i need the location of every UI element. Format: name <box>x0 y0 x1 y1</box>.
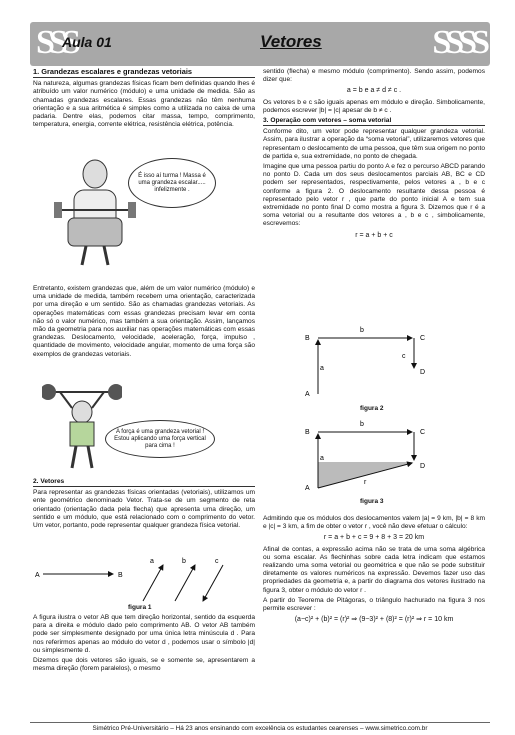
paragraph-vector-definition: Para representar as grandezas físicas orientadas (vetoriais), utilizamos um ente geométrico denominado Vetor. Trata-se de um segmento de reta orientado (orientação dada pela flecha) que apresenta uma direção, um sentido e um módulo, que está relacionado com o comprimento do vetor. Um vetor, portanto, pode representar qualquer grandeza física vetorial. <box>33 489 255 530</box>
svg-text:D: D <box>420 463 426 470</box>
svg-text:a: a <box>320 455 324 462</box>
speech-bubble-1: É isso aí turma ! Massa é uma grandeza escalar..... infelizmente . <box>128 158 216 208</box>
left-column-3 <box>33 476 255 532</box>
equation-equality: a = b e a ≠ d ≠ c . <box>346 87 402 95</box>
vector-c-label: c <box>215 558 219 565</box>
paragraph-modules: Admitindo que os módulos dos deslocamentos valem |a| = 9 km, |b| = 8 km e |c| = 3 km, a fim de obter o vetor r , você não deve efetuar o cálculo: <box>263 515 485 531</box>
svg-text:r: r <box>364 479 367 486</box>
svg-text:C: C <box>420 335 426 342</box>
page-title: Vetores <box>260 32 322 51</box>
paragraph-operations: Conforme dito, um vetor pode representar qualquer grandeza vetorial. Assim, para ilustrar a operação da “soma vetorial”, utilizaremos vetores que representam o deslocamento de uma pessoa, que têm sua origem no ponto de partida e, sua extremidade, no ponto de chegada. <box>263 128 485 160</box>
paragraph-pythagoras: A partir do Teorema de Pitágoras, o triângulo hachurado na figura 3 nos permite escrever : <box>263 596 485 613</box>
equation-sum: r = a + b + c <box>355 231 393 239</box>
section-3-title: 3. Operação com vetores – soma vetorial <box>263 117 485 126</box>
right-column-2 <box>263 515 485 627</box>
figure-2-caption: figura 2 <box>360 405 384 412</box>
paragraph-path-abcd: Imagine que uma pessoa partiu do ponto A e fez o percurso ABCD parando no ponto D. Cada um dos seus deslocamentos parciais AB, BC e CD podem ser representados, respectivamente, pelos vetores a , b e c conforme a figura 2. O deslocamento resultante dessa pessoa é representado pelo vetor r , que parte do ponto inicial A e tem sua extremidade no ponto final D como mostra a figura 3. Dizemos que r é a soma vetorial ou a resultante dos vetores a , b e c , simbolicamente, escrevemos: <box>263 163 485 228</box>
paragraph-scalar: Na natureza, algumas grandezas físicas ficam bem definidas quando lhes é atribuído um valor numérico (módulo) e uma unidade de medida. São as chamadas grandezas escalares. Essas grandezas não têm nenhuma orientação e a sua aritmética é simples como a utilizada no caixa de uma padaria. Dentre elas, podemos citar massa, tempo, comprimento, temperatura, energia, corrente elétrica, resistência elétrica, potência. <box>33 80 255 129</box>
section-1-title: 1. Grandezas escalares e grandezas vetoriais <box>33 68 255 78</box>
vector-c-arrow <box>203 565 223 601</box>
section-2-title: 2. Vetores <box>33 478 255 487</box>
equation-pythagoras: (a−c)² + (b)² = (r)² ⇒ (9−3)² + (8)² = (r)² ⇒ r = 10 km <box>294 616 454 624</box>
figure-2 <box>300 318 430 403</box>
svg-text:A: A <box>305 485 310 492</box>
page-footer: Simétrico Pré-Universitário – Há 23 anos ensinando com excelência os estudantes cearenses – www.simetrico.com.br <box>30 722 490 732</box>
svg-text:D: D <box>420 369 426 376</box>
cartoon-weightlifter-2 <box>42 378 122 473</box>
page-header <box>30 22 490 66</box>
paragraph-bc-equal: Os vetores b e c são iguais apenas em módulo e direção. Simbolicamente, podemos escrever |b| = |c| apesar de b ≠ c . <box>263 98 485 114</box>
speech-bubble-2: A força é uma grandeza vetorial ! Estou aplicando uma força vertical para cima ! <box>105 420 215 458</box>
point-a-label: A <box>35 572 40 579</box>
svg-text:B: B <box>305 429 310 436</box>
left-column <box>33 68 255 131</box>
left-column-4 <box>33 614 255 675</box>
vector-a-label: a <box>150 558 154 565</box>
equation-wrong-sum: r = a + b + c = 9 + 8 + 3 = 20 km <box>323 534 425 542</box>
paragraph-vector-quantities: Entretanto, existem grandezas que, além de um valor numérico (módulo) e uma unidade de medida, também recebem uma orientação, caracterizada por uma direção e um sentido. São as chamadas grandezas vetoriais. As operações matemáticas com essas grandezas precisam levar em conta não só o valor numérico, mas também a sua orientação. Assim, lançamos mão da geometria para nos auxiliar nas operações matemáticas com essas grandezas. Deslocamento, velocidade, aceleração, força, impulso , quantidade de movimento, velocidade angular, momento de uma força são exemplos de grandezas vetoriais. <box>33 285 255 358</box>
figure-3-caption: figura 3 <box>360 498 384 505</box>
paragraph-equal-vectors: Dizemos que dois vetores são iguais, se e somente se, apresentarem a mesma direção (forem paralelos), o mesmo <box>33 657 255 673</box>
right-column <box>263 68 485 243</box>
paragraph-sentido: sentido (flecha) e mesmo módulo (comprimento). Sendo assim, podemos dizer que: <box>263 68 485 84</box>
cartoon-weightlifter-1 <box>50 150 140 270</box>
svg-text:A: A <box>305 391 310 398</box>
vector-b-arrow <box>175 565 195 601</box>
paragraph-not-algebraic: Afinal de contas, a expressão acima não se trata de uma soma algébrica ou soma escalar. As flechinhas sobre cada letra indicam que estamos realizando uma soma vetorial ou geométrica e que não se pode substituir diretamente os valores numéricos na expressão. Devemos fazer uso das propriedades da geometria e, a partir do diagrama dos vetores ilustrado na figura 3, obter o módulo do vetor r . <box>263 545 485 594</box>
svg-text:b: b <box>360 421 364 428</box>
lesson-label: Aula 01 <box>62 34 112 50</box>
svg-text:C: C <box>420 429 426 436</box>
decorative-s-shapes-left: SSS <box>36 24 75 61</box>
left-column-2 <box>33 285 255 361</box>
vector-b-label: b <box>182 558 186 565</box>
svg-text:b: b <box>360 327 364 334</box>
svg-text:B: B <box>305 335 310 342</box>
svg-text:a: a <box>320 365 324 372</box>
figure-1-caption: figura 1 <box>128 604 152 611</box>
figure-3 <box>300 412 430 497</box>
vector-a-arrow <box>143 565 163 601</box>
decorative-s-shapes-right: SSSS <box>432 24 484 61</box>
svg-text:c: c <box>402 353 406 360</box>
paragraph-figure-explanation: A figura ilustra o vetor AB que tem direção horizontal, sentido da esquerda para a direita e módulo dado pelo comprimento AB. O vetor AB também pode ser simplesmente designado por uma única letra minúscula d . Para nos referirmos apenas ao módulo do vetor d , podemos usar o símbolo |d| ou simplesmente d. <box>33 614 255 654</box>
point-b-label: B <box>118 572 123 579</box>
figure-1 <box>33 555 255 605</box>
